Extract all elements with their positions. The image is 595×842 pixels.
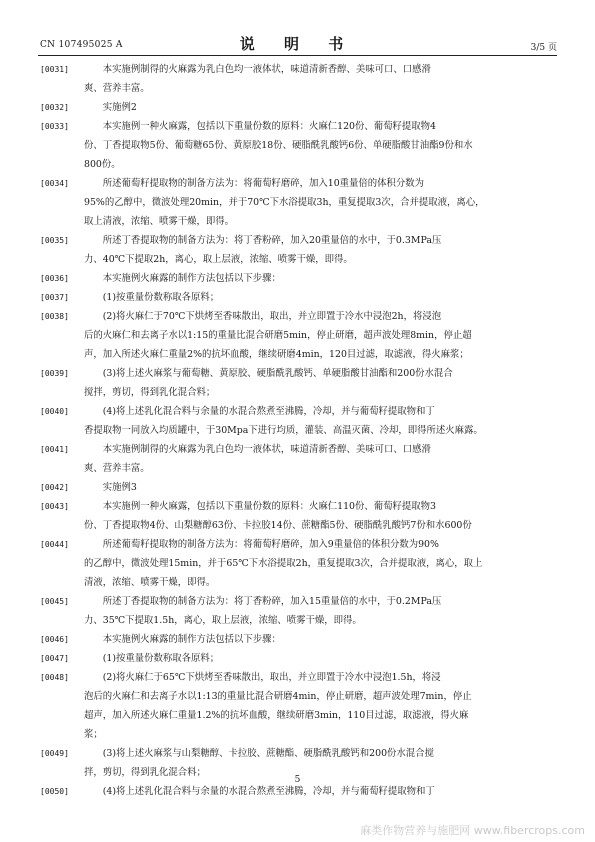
- text-line: 香提取物一同放入均质罐中，于30Mpa下进行均质，灌装、高温灭菌、冷却，即得所述火麻露。: [84, 425, 483, 436]
- page-number: 5: [294, 775, 301, 785]
- header-divider: [38, 55, 557, 56]
- paragraph: [40, 307, 555, 364]
- text-line: 声，加入所述火麻仁重量2%的抗坏血酸，继续研磨4min，120目过滤，取滤液，得火麻浆；: [84, 349, 469, 360]
- paragraph-number: [0033]: [40, 122, 69, 131]
- paragraph: [40, 174, 555, 231]
- text-line: (2)将火麻仁于65℃下烘烤至香味散出，取出，并立即置于冷水中浸泡1.5h，将浸: [84, 672, 441, 683]
- paragraph-number: [0040]: [40, 407, 69, 416]
- text-line: 95%的乙醇中，微波处理20min，并于70℃下水浴提取3h，重复提取3次，合并提取液，离心，: [84, 197, 485, 208]
- text-line: 浆；: [84, 729, 103, 740]
- paragraph-number: [0035]: [40, 236, 69, 245]
- paragraph-text: [84, 630, 555, 649]
- paragraph-number: [0049]: [40, 749, 69, 758]
- paragraph-number: [0038]: [40, 312, 69, 321]
- paragraph: [40, 117, 555, 174]
- text-line: 本实施例火麻露的制作方法包括以下步骤：: [84, 273, 281, 284]
- text-line: 本实施例制得的火麻露为乳白色均一液体状，味道清新香醇、美味可口、口感滑: [84, 444, 431, 455]
- paragraph-text: [84, 174, 555, 231]
- paragraph-number: [0036]: [40, 274, 69, 283]
- paragraph: [40, 478, 555, 497]
- paragraph: [40, 440, 555, 478]
- text-line: 后的火麻仁和去离子水以1:15的重量比混合研磨5min，停止研磨，超声波处理8min，停止超: [84, 330, 472, 341]
- paragraph-text: [84, 592, 555, 630]
- paragraph-number: [0031]: [40, 65, 69, 74]
- text-line: 本实施例一种火麻露，包括以下重量份数的原料：火麻仁110份、葡萄籽提取物3: [84, 501, 436, 512]
- paragraph: [40, 60, 555, 98]
- paragraph: [40, 288, 555, 307]
- paragraph-number: [0034]: [40, 179, 69, 188]
- paragraph-text: [84, 117, 555, 174]
- text-line: 所述葡萄籽提取物的制备方法为：将葡萄籽磨碎，加入9重量倍的体积分数为90%: [84, 539, 439, 550]
- paragraph: [40, 630, 555, 649]
- paragraph-text: [84, 231, 555, 269]
- paragraph: [40, 364, 555, 402]
- paragraph-text: [84, 288, 555, 307]
- paragraph-text: [84, 649, 555, 668]
- text-line: 实施例2: [84, 102, 137, 113]
- paragraph: [40, 592, 555, 630]
- text-line: 800份。: [84, 159, 121, 170]
- watermark: 麻类作物营养与施肥网 www.fibercrops.com: [360, 824, 585, 837]
- paragraph-number: [0039]: [40, 369, 69, 378]
- text-line: 超声，加入所述火麻仁重量1.2%的抗坏血酸，继续研磨3min，110目过滤，取滤液，得火麻: [84, 710, 469, 721]
- paragraph-number: [0043]: [40, 502, 69, 511]
- publication-number: CN 107495025 A: [40, 40, 123, 50]
- text-line: 本实施例制得的火麻露为乳白色均一液体状，味道清新香醇、美味可口、口感滑: [84, 64, 431, 75]
- paragraph-text: [84, 307, 555, 364]
- text-line: (4)将上述乳化混合料与余量的水混合熬煮至沸腾，冷却，并与葡萄籽提取物和丁: [84, 406, 435, 417]
- paragraph-text: [84, 364, 555, 402]
- text-line: 泡后的火麻仁和去离子水以1:13的重量比混合研磨4min，停止研磨，超声波处理7min，停止: [84, 691, 472, 702]
- text-line: 的乙醇中，微波处理15min，并于65℃下水浴提取2h，重复提取3次，合并提取液，离心，取上: [84, 558, 483, 569]
- text-line: (1)按重量份数称取各原料；: [84, 292, 220, 303]
- paragraph-number: [0046]: [40, 635, 69, 644]
- text-line: 份、丁香提取物5份、葡萄糖65份、黄原胶18份、硬脂酰乳酸钙6份、单硬脂酸甘油酯9份和水: [84, 140, 473, 151]
- document-body: [40, 60, 555, 801]
- text-line: (4)将上述乳化混合料与余量的水混合熬煮至沸腾，冷却，并与葡萄籽提取物和丁: [84, 786, 435, 797]
- paragraph-number: [0032]: [40, 103, 69, 112]
- text-line: 取上清液，浓缩、喷雾干燥，即得。: [84, 216, 235, 227]
- paragraph-text: [84, 269, 555, 288]
- paragraph-number: [0047]: [40, 654, 69, 663]
- text-line: 爽、营养丰富。: [84, 463, 150, 474]
- text-line: (3)将上述火麻浆与葡萄糖、黄原胶、硬脂酰乳酸钙、单硬脂酸甘油酯和200份水混合: [84, 368, 453, 379]
- paragraph: [40, 649, 555, 668]
- paragraph-text: [84, 535, 555, 592]
- paragraph: [40, 402, 555, 440]
- document-title: 说 明 书: [239, 35, 356, 53]
- text-line: 搅拌，剪切，得到乳化混合料；: [84, 387, 216, 398]
- text-line: 本实施例一种火麻露，包括以下重量份数的原料：火麻仁120份、葡萄籽提取物4: [84, 121, 436, 132]
- text-line: 清液，浓缩、喷雾干燥，即得。: [84, 577, 216, 588]
- text-line: 实施例3: [84, 482, 137, 493]
- paragraph-number: [0050]: [40, 787, 69, 796]
- paragraph-number: [0042]: [40, 483, 69, 492]
- text-line: (2)将火麻仁于70℃下烘烤至香味散出，取出，并立即置于冷水中浸泡2h，将浸泡: [84, 311, 442, 322]
- text-line: 力、40℃下提取2h，离心，取上层液，浓缩、喷雾干燥，即得。: [84, 254, 353, 265]
- paragraph: [40, 668, 555, 744]
- text-line: 份、丁香提取物4份、山梨糖醇63份、卡拉胶14份、蔗糖酯5份、硬脂酰乳酸钙7份和水600份: [84, 520, 472, 531]
- text-line: 力、35℃下提取1.5h，离心，取上层液，浓缩、喷雾干燥，即得。: [84, 615, 362, 626]
- paragraph: [40, 98, 555, 117]
- paragraph-number: [0048]: [40, 673, 69, 682]
- text-line: 所述葡萄籽提取物的制备方法为：将葡萄籽磨碎，加入10重量倍的体积分数为: [84, 178, 425, 189]
- text-line: 爽、营养丰富。: [84, 83, 150, 94]
- paragraph-text: [84, 60, 555, 98]
- text-line: 所述丁香提取物的制备方法为：将丁香粉碎，加入15重量倍的水中，于0.2MPa压: [84, 596, 442, 607]
- paragraph-number: [0041]: [40, 445, 69, 454]
- paragraph-text: [84, 98, 555, 117]
- page-header: [0, 0, 595, 60]
- text-line: 拌，剪切，得到乳化混合料；: [84, 767, 206, 778]
- text-line: 所述丁香提取物的制备方法为：将丁香粉碎，加入20重量倍的水中，于0.3MPa压: [84, 235, 442, 246]
- paragraph-text: [84, 440, 555, 478]
- paragraph: [40, 535, 555, 592]
- paragraph-text: [84, 478, 555, 497]
- text-line: 本实施例火麻露的制作方法包括以下步骤：: [84, 634, 281, 645]
- paragraph: [40, 497, 555, 535]
- paragraph: [40, 269, 555, 288]
- paragraph-text: [84, 402, 555, 440]
- page-indicator: 3/5 页: [530, 43, 557, 53]
- paragraph: [40, 231, 555, 269]
- paragraph-text: [84, 497, 555, 535]
- paragraph-text: [84, 668, 555, 744]
- paragraph-number: [0045]: [40, 597, 69, 606]
- paragraph-number: [0037]: [40, 293, 69, 302]
- paragraph-number: [0044]: [40, 540, 69, 549]
- text-line: (1)按重量份数称取各原料；: [84, 653, 220, 664]
- text-line: (3)将上述火麻浆与山梨糖醇、卡拉胶、蔗糖酯、硬脂酰乳酸钙和200份水混合搅: [84, 748, 434, 759]
